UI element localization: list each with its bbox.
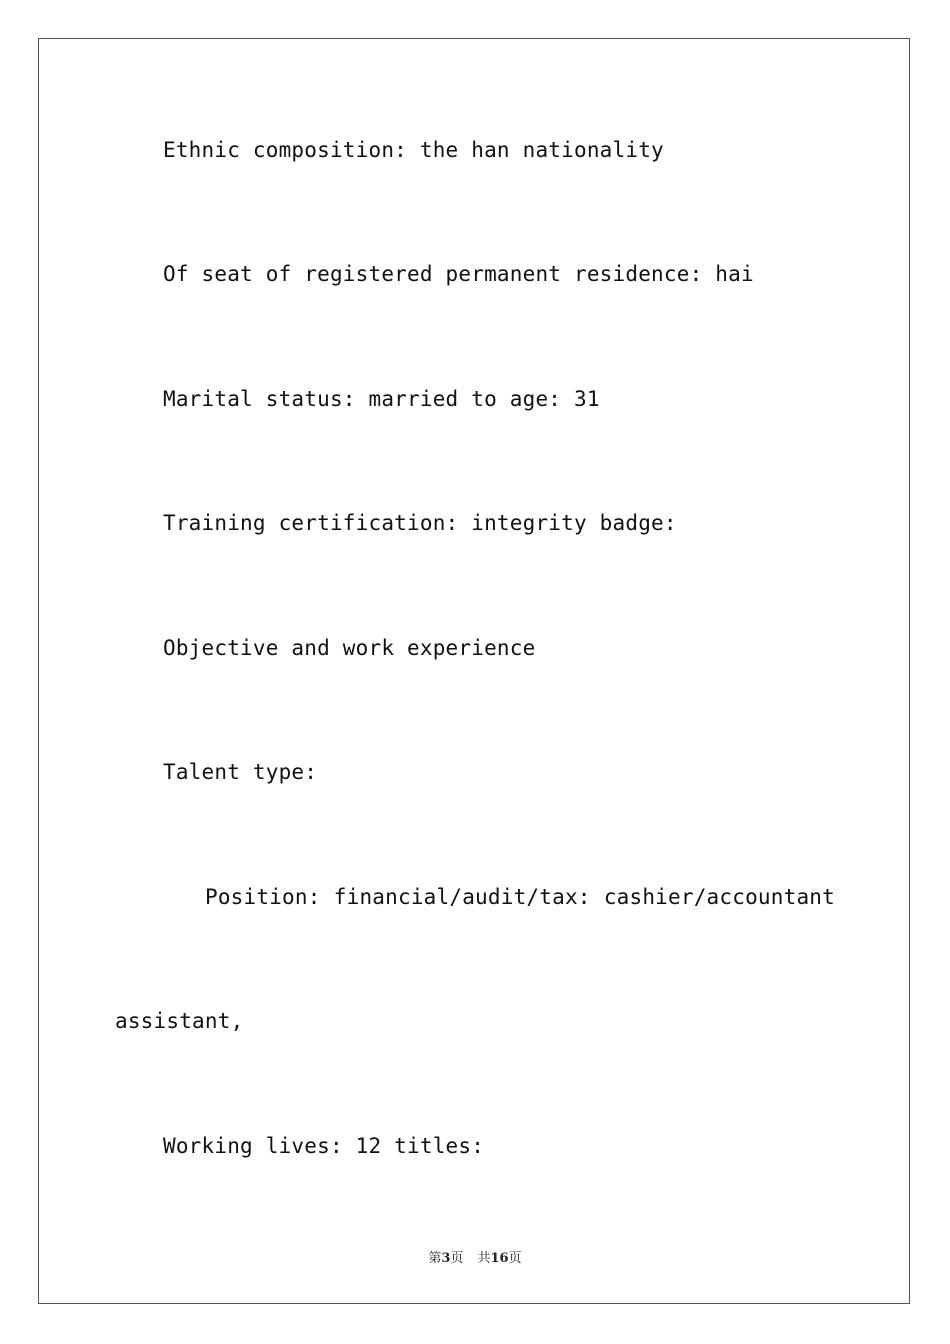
registered-residence-line: Of seat of registered permanent residence: hai: [163, 262, 754, 286]
training-certification-line: Training certification: integrity badge:: [163, 511, 677, 535]
page-footer: [0, 1247, 950, 1266]
page-border: [38, 38, 910, 1304]
position-line: [205, 885, 835, 909]
total-pages: 16: [490, 1251, 509, 1266]
position-label: Position:: [205, 885, 321, 909]
position-role: cashier/accountant: [603, 885, 835, 909]
talent-type-line: Talent type:: [163, 760, 318, 784]
ethnic-composition-line: Ethnic composition: the han nationality: [163, 138, 664, 162]
marital-status-line: Marital status: married to age: 31: [163, 387, 600, 411]
page-prefix: 第: [428, 1251, 442, 1266]
page-suffix: 页: [450, 1251, 464, 1266]
total-suffix: 页: [508, 1251, 522, 1266]
working-lives-line: Working lives: 12 titles:: [163, 1134, 485, 1158]
position-field: financial/audit/tax:: [333, 885, 591, 909]
total-prefix: 共: [477, 1251, 491, 1266]
position-continuation: assistant,: [115, 1009, 244, 1033]
objective-heading: Objective and work experience: [163, 636, 536, 660]
page-number: 3: [441, 1251, 451, 1266]
